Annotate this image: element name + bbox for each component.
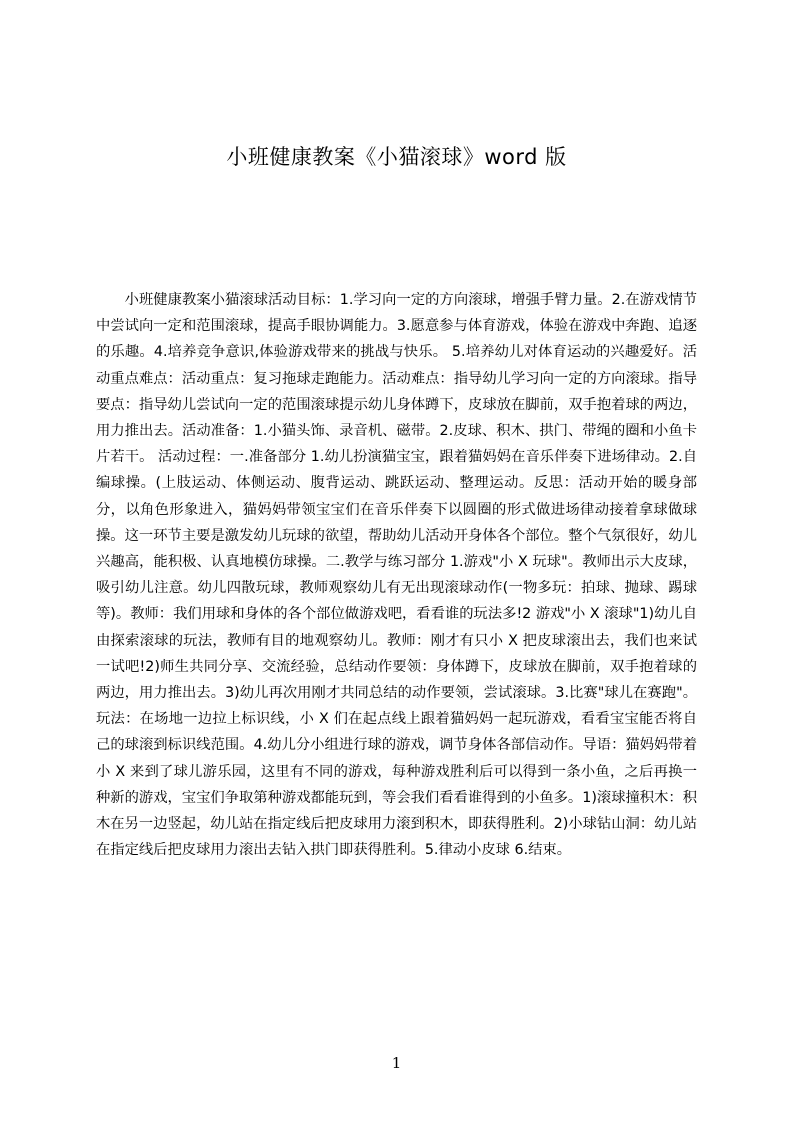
document-body [96,287,697,967]
body-paragraph: 小班健康教案小猫滚球活动目标：1.学习向一定的方向滚球，增强手臂力量。2.在游戏情节中尝试向一定和范围滚球，提高手眼协调能力。3.愿意参与体育游戏，体验在游戏中奔跑、追逐的乐趣。4.培养竞争意识,体验游戏带来的挑战与快乐。 5.培养幼儿对体育运动的兴趣爱好。活动重点难点：活动重点：复习拖球走跑能力。活动难点：指导幼儿学习向一定的方向滚球。指导要点：指导幼儿尝试向一定的范围滚球提示幼儿身体蹲下，皮球放在脚前，双手抱着球的两边，用力推出去。活动准备：1.小猫头饰、录音机、磁带。2.皮球、积木、拱门、带绳的圈和小鱼卡片若干。 活动过程：一.准备部分 1.幼儿扮演猫宝宝，跟着猫妈妈在音乐伴奏下进场律动。2.自编球操。(上肢运动、体侧运动、腹背运动、跳跃运动、整理运动。反思：活动开始的暖身部分，以角色形象进入，猫妈妈带领宝宝们在音乐伴奏下以圆圈的形式做进场律动接着拿球做球操。这一环节主要是激发幼儿玩球的欲望，帮助幼儿活动开身体各个部位。整个气氛很好，幼儿兴趣高，能积极、认真地模仿球操。二.教学与练习部分 1.游戏"小 X 玩球"。教师出示大皮球，吸引幼儿注意。幼儿四散玩球，教师观察幼儿有无出现滚球动作(一物多玩：拍球、抛球、踢球等)。教师：我们用球和身体的各个部位做游戏吧，看看谁的玩法多!2 游戏"小 X 滚球"1)幼儿自由探索滚球的玩法，教师有目的地观察幼儿。教师：刚才有只小 X 把皮球滚出去，我们也来试一试吧!2)师生共同分享、交流经验，总结动作要领：身体蹲下，皮球放在脚前，双手抱着球的两边，用力推出去。3)幼儿再次用刚才共同总结的动作要领，尝试滚球。3.比赛"球儿在赛跑"。玩法：在场地一边拉上标识线，小 X 们在起点线上跟着猫妈妈一起玩游戏，看看宝宝能否将自己的球滚到标识线范围。4.幼儿分小组进行球的游戏，调节身体各部信动作。导语：猫妈妈带着小 X 来到了球儿游乐园，这里有不同的游戏，每种游戏胜利后可以得到一条小鱼，之后再换一种新的游戏，宝宝们争取第种游戏都能玩到，等会我们看看谁得到的小鱼多。1)滚球撞积木：积木在另一边竖起，幼儿站在指定线后把皮球用力滚到积木，即获得胜利。2)小球钻山洞：幼儿站在指定线后把皮球用力滚出去钻入拱门即获得胜利。5.律动小皮球 6.结束。 [96,292,697,859]
document-title: 小班健康教案《小猫滚球》word 版 [226,145,567,169]
page-number: 1 [391,1054,402,1072]
